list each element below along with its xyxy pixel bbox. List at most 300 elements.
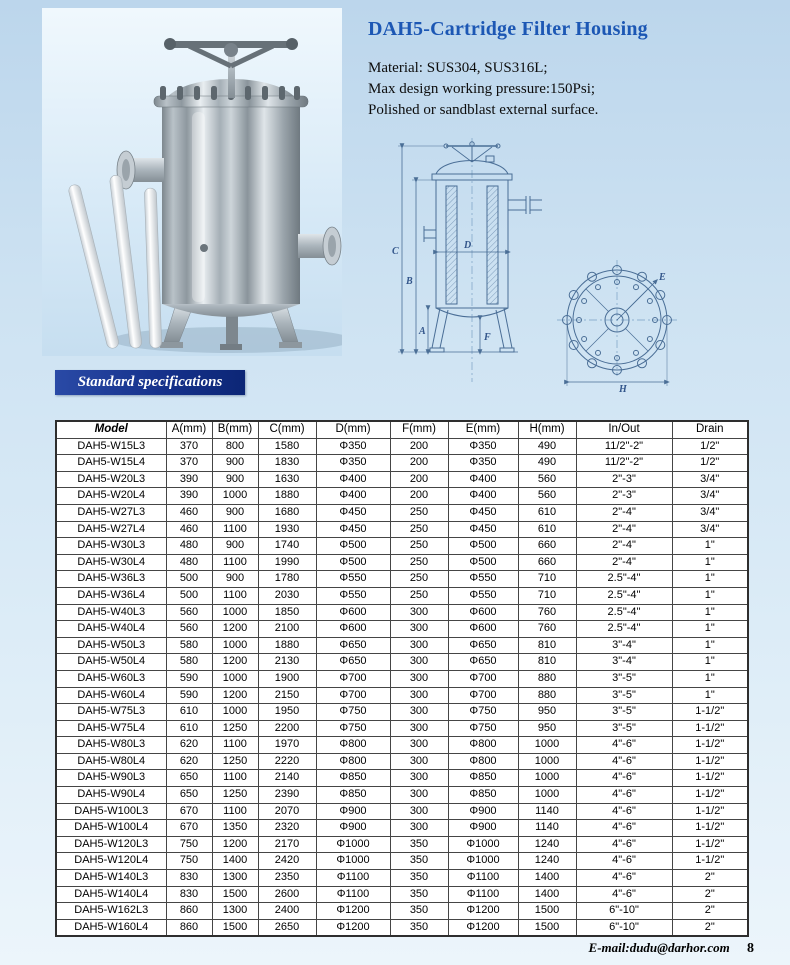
spec-cell: 1200 [212,836,258,853]
dim-label-f: F [484,332,491,343]
spec-cell: Φ500 [316,554,390,571]
table-row [56,903,748,920]
spec-cell: 1100 [212,803,258,820]
spec-cell: 370 [166,455,212,472]
spec-cell: 460 [166,521,212,538]
spec-cell: 1780 [258,571,316,588]
spec-cell: Φ550 [448,571,518,588]
spec-cell: 1000 [212,488,258,505]
spec-cell: Φ500 [448,554,518,571]
model-cell: DAH5-W27L3 [56,504,166,521]
filter-housing-photo [42,8,342,356]
model-cell: DAH5-W90L3 [56,770,166,787]
spec-cell: Φ550 [316,571,390,588]
column-header: H(mm) [518,421,576,438]
spec-cell: Φ400 [316,488,390,505]
table-row [56,687,748,704]
spec-cell: 2"-4" [576,554,672,571]
table-row [56,504,748,521]
vessel-body [162,79,300,317]
spec-cell: 300 [390,654,448,671]
footer-email: E-mail:dudu@darhor.com [588,940,730,955]
spec-cell: 1-1/2" [672,787,748,804]
model-cell: DAH5-W20L4 [56,488,166,505]
spec-cell: 660 [518,554,576,571]
spec-cell: Φ400 [448,471,518,488]
spec-cell: 250 [390,571,448,588]
spec-cell: 2.5"-4" [576,571,672,588]
model-cell: DAH5-W15L3 [56,438,166,455]
table-row [56,704,748,721]
spec-cell: 1000 [212,604,258,621]
table-row [56,670,748,687]
spec-cell: 250 [390,521,448,538]
spec-cell: 2030 [258,587,316,604]
spec-cell: Φ1200 [448,919,518,936]
spec-cell: Φ1100 [316,886,390,903]
spec-cell: 1" [672,571,748,588]
spec-cell: 480 [166,538,212,555]
spec-cell: 1" [672,687,748,704]
spec-cell: 2320 [258,820,316,837]
spec-cell: 2" [672,919,748,936]
spec-cell: 2" [672,870,748,887]
spec-cell: Φ700 [448,687,518,704]
spec-cell: 2170 [258,836,316,853]
spec-cell: 1000 [212,670,258,687]
spec-cell: 660 [518,538,576,555]
spec-cell: Φ400 [316,471,390,488]
section-banner [55,370,245,395]
model-cell: DAH5-W80L4 [56,753,166,770]
spec-cell: 4"-6" [576,737,672,754]
spec-cell: 500 [166,571,212,588]
spec-cell: 1240 [518,853,576,870]
spec-cell: 200 [390,455,448,472]
spec-cell: 2.5"-4" [576,587,672,604]
column-header: C(mm) [258,421,316,438]
spec-cell: 2140 [258,770,316,787]
spec-cell: 810 [518,637,576,654]
spec-cell: 2"-4" [576,538,672,555]
spec-cell: Φ750 [316,704,390,721]
column-header: Drain [672,421,748,438]
spec-cell: 1-1/2" [672,820,748,837]
spec-cell: Φ350 [316,455,390,472]
table-row [56,787,748,804]
spec-cell: 1140 [518,803,576,820]
spec-cell: 1100 [212,587,258,604]
spec-cell: 1000 [212,704,258,721]
spec-cell: 900 [212,504,258,521]
spec-cell: 2" [672,903,748,920]
front-view-drawing [390,132,555,397]
column-header: F(mm) [390,421,448,438]
spec-cell: 300 [390,621,448,638]
material-line-1: Material: SUS304, SUS316L; [368,60,548,76]
spec-table-body [56,438,748,936]
spec-cell: 1400 [212,853,258,870]
spec-cell: 610 [166,704,212,721]
spec-cell: 2.5"-4" [576,604,672,621]
spec-cell: Φ1100 [448,870,518,887]
model-cell: DAH5-W27L4 [56,521,166,538]
spec-cell: Φ750 [448,720,518,737]
spec-cell: Φ1000 [316,853,390,870]
spec-cell: 1100 [212,521,258,538]
spec-cell: 1880 [258,488,316,505]
spec-cell: 3"-5" [576,720,672,737]
spec-cell: 2350 [258,870,316,887]
spec-cell: 900 [212,471,258,488]
dim-label-a: A [419,326,426,337]
spec-cell: 4"-6" [576,787,672,804]
column-header: E(mm) [448,421,518,438]
spec-cell: 1950 [258,704,316,721]
table-row [56,538,748,555]
table-row [56,587,748,604]
table-row [56,853,748,870]
spec-cell: 950 [518,704,576,721]
spec-cell: 1680 [258,504,316,521]
spec-cell: 1970 [258,737,316,754]
spec-cell: 750 [166,836,212,853]
spec-cell: 620 [166,737,212,754]
spec-cell: 830 [166,886,212,903]
table-row [56,604,748,621]
spec-cell: 300 [390,720,448,737]
product-photo [42,8,342,356]
spec-cell: 11/2"-2" [576,438,672,455]
top-view-drawing [555,258,690,398]
spec-cell: Φ450 [316,521,390,538]
model-cell: DAH5-W100L4 [56,820,166,837]
table-row [56,621,748,638]
spec-cell: 4"-6" [576,853,672,870]
spec-cell: Φ350 [448,455,518,472]
spec-cell: 1" [672,604,748,621]
spec-cell: 1-1/2" [672,770,748,787]
spec-cell: 1250 [212,720,258,737]
spec-cell: 880 [518,670,576,687]
spec-cell: Φ450 [448,504,518,521]
spec-cell: 300 [390,670,448,687]
spec-cell: 610 [166,720,212,737]
spec-cell: 350 [390,919,448,936]
model-cell: DAH5-W162L3 [56,903,166,920]
page-number: 8 [747,941,754,956]
spec-cell: 4"-6" [576,870,672,887]
spec-cell: 1" [672,637,748,654]
spec-cell: 350 [390,870,448,887]
spec-cell: 620 [166,753,212,770]
spec-cell: 1300 [212,903,258,920]
model-cell: DAH5-W100L3 [56,803,166,820]
spec-cell: 480 [166,554,212,571]
spec-cell: 500 [166,587,212,604]
spec-cell: 300 [390,704,448,721]
dim-label-c: C [392,246,399,257]
model-cell: DAH5-W15L4 [56,455,166,472]
spec-cell: 1350 [212,820,258,837]
spec-cell: Φ1000 [448,836,518,853]
spec-cell: 200 [390,488,448,505]
spec-cell: 1" [672,654,748,671]
spec-table-header-row [56,421,748,438]
table-row [56,637,748,654]
spec-cell: Φ550 [448,587,518,604]
spec-table [55,420,749,937]
model-cell: DAH5-W50L4 [56,654,166,671]
spec-cell: 1-1/2" [672,737,748,754]
model-cell: DAH5-W90L4 [56,787,166,804]
spec-cell: 4"-6" [576,886,672,903]
spec-cell: 1240 [518,836,576,853]
spec-cell: 2420 [258,853,316,870]
spec-cell: 3"-5" [576,670,672,687]
spec-cell: 11/2"-2" [576,455,672,472]
model-cell: DAH5-W120L3 [56,836,166,853]
spec-cell: 300 [390,753,448,770]
spec-cell: Φ600 [316,621,390,638]
spec-cell: Φ500 [448,538,518,555]
dim-label-e: E [659,272,666,283]
spec-cell: Φ1100 [448,886,518,903]
dim-label-d: D [464,240,472,251]
spec-cell: Φ750 [448,704,518,721]
spec-cell: 460 [166,504,212,521]
section-banner-label: Standard specifications [77,374,223,390]
column-header: Model [56,421,166,438]
spec-cell: Φ1000 [448,853,518,870]
table-row [56,471,748,488]
spec-cell: 610 [518,504,576,521]
spec-cell: 300 [390,820,448,837]
model-cell: DAH5-W140L4 [56,886,166,903]
spec-cell: 2"-3" [576,488,672,505]
spec-cell: Φ350 [448,438,518,455]
spec-cell: 670 [166,820,212,837]
spec-cell: 2.5"-4" [576,621,672,638]
table-row [56,438,748,455]
spec-cell: Φ700 [316,670,390,687]
spec-cell: Φ650 [316,654,390,671]
model-cell: DAH5-W36L3 [56,571,166,588]
spec-cell: 2100 [258,621,316,638]
spec-cell: Φ1200 [316,903,390,920]
spec-cell: 1500 [518,919,576,936]
spec-cell: 1000 [212,637,258,654]
spec-cell: 1-1/2" [672,704,748,721]
side-pipe-outline [508,196,542,214]
spec-cell: Φ350 [316,438,390,455]
spec-cell: 610 [518,521,576,538]
column-header: A(mm) [166,421,212,438]
model-cell: DAH5-W60L4 [56,687,166,704]
spec-cell: 1630 [258,471,316,488]
spec-cell: 1740 [258,538,316,555]
spec-cell: Φ850 [316,787,390,804]
spec-cell: 710 [518,571,576,588]
spec-cell: 1200 [212,654,258,671]
spec-cell: 2070 [258,803,316,820]
spec-cell: 350 [390,853,448,870]
table-row [56,753,748,770]
spec-cell: 3/4" [672,521,748,538]
spec-cell: 880 [518,687,576,704]
spec-cell: 860 [166,903,212,920]
spec-cell: 2"-3" [576,471,672,488]
spec-cell: 2400 [258,903,316,920]
spec-cell: 2600 [258,886,316,903]
spec-cell: 1" [672,670,748,687]
spec-cell: 1250 [212,753,258,770]
model-cell: DAH5-W75L4 [56,720,166,737]
spec-cell: 650 [166,787,212,804]
spec-cell: 670 [166,803,212,820]
spec-cell: 860 [166,919,212,936]
spec-cell: 250 [390,554,448,571]
spec-cell: 3"-4" [576,637,672,654]
spec-cell: 900 [212,571,258,588]
spec-cell: Φ900 [448,820,518,837]
spec-cell: 1580 [258,438,316,455]
spec-cell: 1/2" [672,438,748,455]
column-header: In/Out [576,421,672,438]
table-row [56,919,748,936]
spec-cell: 2650 [258,919,316,936]
spec-cell: 1500 [212,919,258,936]
material-line-3: Polished or sandblast external surface. [368,102,599,118]
spec-cell: Φ700 [448,670,518,687]
spec-cell: 490 [518,455,576,472]
spec-cell: 350 [390,886,448,903]
spec-cell: 4"-6" [576,803,672,820]
spec-cell: Φ600 [448,621,518,638]
dim-label-h: H [619,384,627,393]
spec-cell: 2"-4" [576,504,672,521]
page-footer [55,940,754,957]
spec-cell: 1900 [258,670,316,687]
spec-cell: Φ800 [448,753,518,770]
spec-cell: 3/4" [672,471,748,488]
spec-cell: 1" [672,538,748,555]
spec-cell: 810 [518,654,576,671]
spec-cell: Φ650 [448,654,518,671]
spec-cell: 300 [390,687,448,704]
spec-cell: Φ850 [316,770,390,787]
table-row [56,521,748,538]
spec-cell: Φ600 [316,604,390,621]
spec-cell: 250 [390,587,448,604]
spec-cell: 1100 [212,554,258,571]
material-line-2: Max design working pressure:150Psi; [368,81,596,97]
spec-cell: 300 [390,770,448,787]
spec-cell: Φ900 [316,820,390,837]
spec-cell: 4"-6" [576,820,672,837]
spec-cell: 1880 [258,637,316,654]
spec-cell: 3/4" [672,504,748,521]
spec-cell: 2130 [258,654,316,671]
spec-cell: 1830 [258,455,316,472]
spec-cell: 390 [166,488,212,505]
spec-cell: 560 [166,621,212,638]
spec-cell: Φ500 [316,538,390,555]
spec-cell: 900 [212,538,258,555]
page-title: DAH5-Cartridge Filter Housing [368,18,648,40]
spec-cell: 200 [390,471,448,488]
spec-cell: 580 [166,654,212,671]
spec-cell: 300 [390,637,448,654]
spec-cell: 1" [672,587,748,604]
spec-cell: 1400 [518,870,576,887]
spec-cell: 1-1/2" [672,803,748,820]
spec-cell: 370 [166,438,212,455]
spec-cell: Φ650 [448,637,518,654]
table-row [56,720,748,737]
spec-cell: 760 [518,604,576,621]
spec-cell: Φ1200 [316,919,390,936]
spec-cell: 1100 [212,737,258,754]
table-row [56,870,748,887]
spec-cell: 760 [518,621,576,638]
spec-cell: 1850 [258,604,316,621]
model-cell: DAH5-W40L3 [56,604,166,621]
spec-cell: 300 [390,604,448,621]
spec-cell: 1000 [518,737,576,754]
model-cell: DAH5-W120L4 [56,853,166,870]
spec-cell: 750 [166,853,212,870]
spec-cell: Φ1200 [448,903,518,920]
spec-cell: Φ800 [448,737,518,754]
model-cell: DAH5-W30L4 [56,554,166,571]
spec-cell: 200 [390,438,448,455]
model-cell: DAH5-W40L4 [56,621,166,638]
dim-label-b: B [406,276,413,287]
spec-cell: 2150 [258,687,316,704]
vessel-outline [424,156,512,317]
spec-cell: 560 [166,604,212,621]
column-header: D(mm) [316,421,390,438]
spec-cell: 1000 [518,787,576,804]
table-row [56,455,748,472]
spec-cell: 1" [672,554,748,571]
table-row [56,488,748,505]
spec-cell: 300 [390,787,448,804]
spec-cell: 250 [390,504,448,521]
spec-cell: Φ850 [448,787,518,804]
spec-cell: 300 [390,737,448,754]
spec-cell: 2200 [258,720,316,737]
spec-cell: 2390 [258,787,316,804]
spec-cell: Φ600 [448,604,518,621]
spec-cell: Φ400 [448,488,518,505]
spec-cell: Φ750 [316,720,390,737]
spec-cell: Φ850 [448,770,518,787]
spec-cell: 1200 [212,621,258,638]
spec-cell: 1930 [258,521,316,538]
spec-cell: Φ450 [448,521,518,538]
model-cell: DAH5-W30L3 [56,538,166,555]
spec-cell: 1250 [212,787,258,804]
spec-cell: 950 [518,720,576,737]
spec-cell: 3/4" [672,488,748,505]
spec-cell: 6"-10" [576,903,672,920]
spec-cell: 710 [518,587,576,604]
spec-cell: Φ700 [316,687,390,704]
table-row [56,554,748,571]
spec-cell: Φ900 [448,803,518,820]
